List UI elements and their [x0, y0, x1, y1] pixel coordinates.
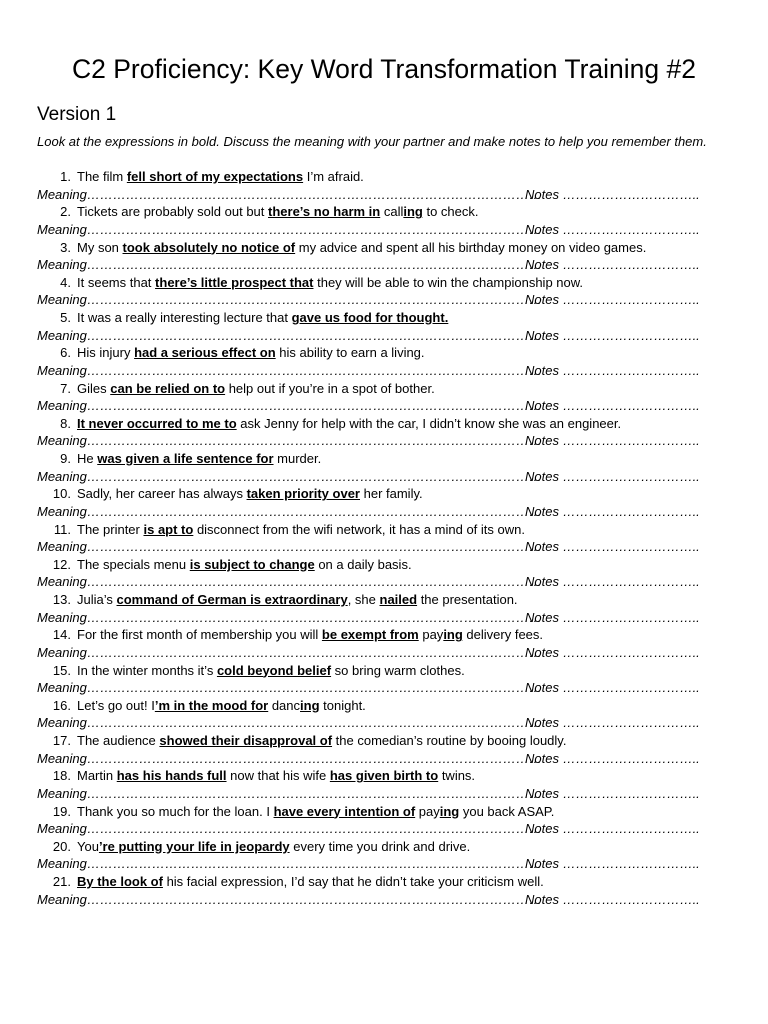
sentence-text: they will be able to win the championship now.: [313, 274, 584, 290]
notes-line[interactable]: Notes …………………………..: [525, 785, 700, 801]
meaning-line[interactable]: Meaning……………………………………………………………………………………………: [37, 221, 542, 237]
item-number: 19.: [52, 803, 71, 819]
answer-lines: [37, 397, 742, 415]
exercise-item: [37, 662, 742, 697]
exercise-sentence: [37, 697, 742, 715]
meaning-line[interactable]: Meaning……………………………………………………………………………………………: [37, 257, 542, 273]
exercise-item: [37, 697, 742, 732]
answer-lines: [37, 644, 742, 662]
item-number: 17.: [52, 733, 71, 748]
notes-line[interactable]: Notes …………………………..: [525, 292, 700, 308]
item-number: 9.: [60, 451, 71, 466]
sentence-text: It was a really interesting lecture that: [77, 310, 292, 325]
exercise-item: [37, 239, 742, 274]
sentence-text: his ability to earn a living.: [275, 345, 425, 361]
item-number: 10.: [52, 486, 71, 502]
exercise-item: [37, 203, 742, 238]
item-number: 11.: [53, 521, 71, 537]
sentence-text: For the first month of membership you will: [77, 627, 322, 643]
item-number: 2.: [60, 204, 71, 220]
sentence-text: The audience: [77, 733, 160, 748]
exercise-item: [37, 556, 742, 591]
item-number: 12.: [52, 556, 71, 572]
sentence-text: pay: [418, 627, 444, 643]
sentence-text: , she: [347, 592, 380, 607]
key-expression: there’s no harm in: [268, 204, 381, 220]
answer-lines: [37, 573, 742, 591]
sentence-text: In the winter months it’s: [77, 662, 217, 678]
key-expression: taken priority over: [246, 486, 360, 502]
sentence-text: tonight.: [319, 697, 366, 713]
key-expression: there’s little prospect that: [155, 274, 314, 290]
key-expression: took absolutely no notice of: [122, 239, 296, 255]
key-expression: was given a life sentence for: [97, 451, 274, 466]
meaning-line[interactable]: Meaning……………………………………………………………………………………………: [37, 503, 542, 519]
notes-line[interactable]: Notes …………………………..: [525, 503, 700, 519]
answer-lines: [37, 820, 742, 838]
item-number: 15.: [52, 662, 71, 678]
sentence-text: disconnect from the wifi network, it has a mind of its own.: [193, 521, 525, 537]
exercise-sentence: [37, 556, 742, 574]
key-expression: gave us food for thought.: [291, 310, 449, 325]
meaning-line[interactable]: Meaning……………………………………………………………………………………………: [37, 644, 542, 660]
sentence-text: my advice and spent all his birthday money on video games.: [295, 239, 647, 255]
notes-line[interactable]: Notes …………………………..: [525, 856, 700, 872]
exercise-item: [37, 732, 742, 767]
answer-lines: [37, 538, 742, 556]
meaning-line[interactable]: Meaning……………………………………………………………………………………………: [37, 362, 542, 378]
exercise-item: [37, 838, 742, 873]
notes-line[interactable]: Notes …………………………..: [525, 398, 700, 414]
key-expression: command of German is extraordinary: [116, 592, 348, 607]
sentence-text: call: [380, 204, 404, 220]
notes-line[interactable]: Notes …………………………..: [525, 362, 700, 378]
notes-line[interactable]: Notes …………………………..: [525, 539, 700, 555]
exercise-item: [37, 803, 742, 838]
exercise-sentence: [37, 662, 742, 680]
answer-lines: [37, 221, 742, 239]
exercise-sentence: [37, 838, 742, 856]
exercise-item: [37, 767, 742, 802]
sentence-text: The printer: [77, 521, 144, 537]
meaning-line[interactable]: Meaning……………………………………………………………………………………………: [37, 398, 542, 414]
sentence-text: on a daily basis.: [314, 556, 412, 572]
answer-lines: [37, 468, 742, 486]
version-heading: Version 1: [37, 104, 117, 125]
notes-line[interactable]: Notes …………………………..: [525, 715, 700, 731]
exercise-sentence: [37, 203, 742, 221]
exercise-item: [37, 521, 742, 556]
notes-line[interactable]: Notes …………………………..: [525, 891, 700, 907]
item-number: 3.: [60, 239, 71, 255]
key-expression: By the look of: [77, 874, 163, 889]
sentence-text: now that his wife: [226, 768, 330, 784]
sentence-text: Tickets are probably sold out but: [77, 204, 269, 220]
exercise-sentence: [37, 873, 742, 891]
exercise-sentence: [37, 309, 742, 327]
notes-line[interactable]: Notes …………………………..: [525, 327, 700, 343]
item-number: 5.: [60, 310, 71, 325]
exercise-item: [37, 309, 742, 344]
exercise-item: [37, 415, 742, 450]
exercise-item: [37, 274, 742, 309]
answer-lines: [37, 679, 742, 697]
notes-line[interactable]: Notes …………………………..: [525, 221, 700, 237]
exercise-sentence: [37, 803, 742, 821]
sentence-text: the presentation.: [417, 592, 518, 607]
answer-lines: [37, 362, 742, 380]
item-number: 1.: [60, 169, 71, 184]
item-number: 14.: [52, 627, 71, 643]
exercise-sentence: [37, 239, 742, 257]
meaning-line[interactable]: Meaning……………………………………………………………………………………………: [37, 186, 542, 202]
notes-line[interactable]: Notes …………………………..: [525, 257, 700, 273]
sentence-text: You: [77, 838, 99, 854]
key-expression: ing: [300, 697, 320, 713]
sentence-text: help out if you’re in a spot of bother.: [225, 380, 435, 396]
exercise-sentence: [37, 521, 742, 539]
exercise-item: [37, 626, 742, 661]
sentence-text: Let’s go out! I: [77, 697, 155, 713]
exercise-sentence: [37, 732, 742, 750]
sentence-text: delivery fees.: [462, 627, 544, 643]
item-number: 20.: [52, 838, 71, 854]
sentence-text: every time you drink and drive.: [289, 838, 471, 854]
item-number: 7.: [60, 380, 71, 396]
notes-line[interactable]: Notes …………………………..: [525, 186, 700, 202]
answer-lines: [37, 256, 742, 274]
answer-lines: [37, 503, 742, 521]
item-number: 21.: [52, 874, 71, 889]
sentence-text: so bring warm clothes.: [331, 662, 465, 678]
key-expression: be exempt from: [321, 627, 419, 643]
key-expression: had a serious effect on: [134, 345, 276, 361]
answer-lines: [37, 609, 742, 627]
answer-lines: [37, 891, 742, 909]
key-expression: can be relied on to: [110, 380, 226, 396]
notes-line[interactable]: Notes …………………………..: [525, 680, 700, 696]
sentence-text: danc: [268, 697, 301, 713]
sentence-text: Sadly, her career has always: [77, 486, 247, 502]
answer-lines: [37, 291, 742, 309]
key-expression: has his hands full: [116, 768, 227, 784]
key-expression: ing: [403, 204, 423, 220]
exercise-sentence: [37, 168, 742, 186]
meaning-line[interactable]: Meaning……………………………………………………………………………………………: [37, 539, 542, 555]
sentence-text: He: [77, 451, 98, 466]
meaning-line[interactable]: Meaning……………………………………………………………………………………………: [37, 468, 542, 484]
sentence-text: his facial expression, I’d say that he didn’t take your criticism well.: [162, 874, 544, 889]
sentence-text: the comedian’s routine by booing loudly.: [332, 733, 567, 748]
meaning-line[interactable]: Meaning……………………………………………………………………………………………: [37, 609, 542, 625]
meaning-line[interactable]: Meaning……………………………………………………………………………………………: [37, 433, 542, 449]
exercise-item: [37, 450, 742, 485]
sentence-text: Martin: [77, 768, 117, 784]
meaning-line[interactable]: Meaning……………………………………………………………………………………………: [37, 327, 542, 343]
sentence-text: The film: [77, 169, 127, 184]
meaning-line[interactable]: Meaning……………………………………………………………………………………………: [37, 750, 542, 766]
sentence-text: Julia’s: [77, 592, 117, 607]
item-number: 13.: [52, 592, 71, 607]
key-expression: showed their disapproval of: [159, 733, 333, 748]
sentence-text: to check.: [422, 204, 479, 220]
answer-lines: [37, 714, 742, 732]
exercise-item: [37, 873, 742, 908]
key-expression: ing: [443, 627, 463, 643]
meaning-line[interactable]: Meaning……………………………………………………………………………………………: [37, 680, 542, 696]
key-expression: ’m in the mood for: [154, 697, 269, 713]
item-number: 16.: [52, 697, 71, 713]
sentence-text: My son: [77, 239, 123, 255]
sentence-text: ask Jenny for help with the car, I didn’t know she was an engineer.: [236, 415, 622, 431]
sentence-text: It seems that: [77, 274, 156, 290]
sentence-text: murder.: [273, 451, 322, 466]
sentence-text: Giles: [77, 380, 111, 396]
answer-lines: [37, 327, 742, 345]
notes-line[interactable]: Notes …………………………..: [525, 574, 700, 590]
meaning-line[interactable]: Meaning……………………………………………………………………………………………: [37, 785, 542, 801]
page-title: C2 Proficiency: Key Word Transformation Training #2: [71, 54, 696, 84]
answer-lines: [37, 186, 742, 204]
instructions: Look at the expressions in bold. Discuss the meaning with your partner and make notes to help you remember them.: [37, 134, 707, 149]
exercise-sentence: [37, 767, 742, 785]
sentence-text: Thank you so much for the loan. I: [77, 803, 274, 819]
key-expression: fell short of my expectations: [126, 169, 304, 184]
exercise-sentence: [37, 626, 742, 644]
key-expression: cold beyond belief: [216, 662, 332, 678]
exercise-sentence: [37, 450, 742, 468]
exercise-sentence: [37, 415, 742, 433]
item-number: 6.: [60, 345, 71, 361]
exercise-sentence: [37, 485, 742, 503]
notes-line[interactable]: Notes …………………………..: [525, 433, 700, 449]
exercise-list: [37, 168, 742, 908]
notes-line[interactable]: Notes …………………………..: [525, 609, 700, 625]
item-number: 4.: [60, 274, 71, 290]
key-expression: ’re putting your life in jeopardy: [98, 838, 290, 854]
meaning-line[interactable]: Meaning……………………………………………………………………………………………: [37, 292, 542, 308]
exercise-item: [37, 168, 742, 203]
answer-lines: [37, 785, 742, 803]
key-expression: is subject to change: [189, 556, 315, 572]
key-expression: ing: [439, 803, 460, 819]
exercise-item: [37, 380, 742, 415]
notes-line[interactable]: Notes …………………………..: [525, 468, 700, 484]
sentence-text: twins.: [438, 768, 476, 784]
meaning-line[interactable]: Meaning……………………………………………………………………………………………: [37, 574, 542, 590]
notes-line[interactable]: Notes …………………………..: [525, 821, 700, 837]
key-expression: has given birth to: [329, 768, 439, 784]
exercise-item: [37, 485, 742, 520]
sentence-text: His injury: [77, 345, 135, 361]
exercise-sentence: [37, 380, 742, 398]
exercise-sentence: [37, 274, 742, 292]
sentence-text: I’m afraid.: [303, 169, 364, 184]
item-number: 8.: [60, 415, 71, 431]
key-expression: nailed: [379, 592, 418, 607]
meaning-line[interactable]: Meaning……………………………………………………………………………………………: [37, 891, 542, 907]
key-expression: is apt to: [143, 521, 194, 537]
answer-lines: [37, 750, 742, 768]
key-expression: It never occurred to me to: [77, 415, 237, 431]
meaning-line[interactable]: Meaning……………………………………………………………………………………………: [37, 856, 542, 872]
meaning-line[interactable]: Meaning……………………………………………………………………………………………: [37, 821, 542, 837]
answer-lines: [37, 855, 742, 873]
sentence-text: her family.: [360, 486, 423, 502]
meaning-line[interactable]: Meaning……………………………………………………………………………………………: [37, 715, 542, 731]
exercise-sentence: [37, 591, 742, 609]
notes-line[interactable]: Notes …………………………..: [525, 644, 700, 660]
answer-lines: [37, 432, 742, 450]
sentence-text: you back ASAP.: [459, 803, 555, 819]
notes-line[interactable]: Notes …………………………..: [525, 750, 700, 766]
sentence-text: The specials menu: [77, 556, 190, 572]
item-number: 18.: [52, 768, 71, 784]
exercise-item: [37, 591, 742, 626]
key-expression: have every intention of: [273, 803, 416, 819]
exercise-item: [37, 344, 742, 379]
exercise-sentence: [37, 344, 742, 362]
sentence-text: pay: [415, 803, 440, 819]
